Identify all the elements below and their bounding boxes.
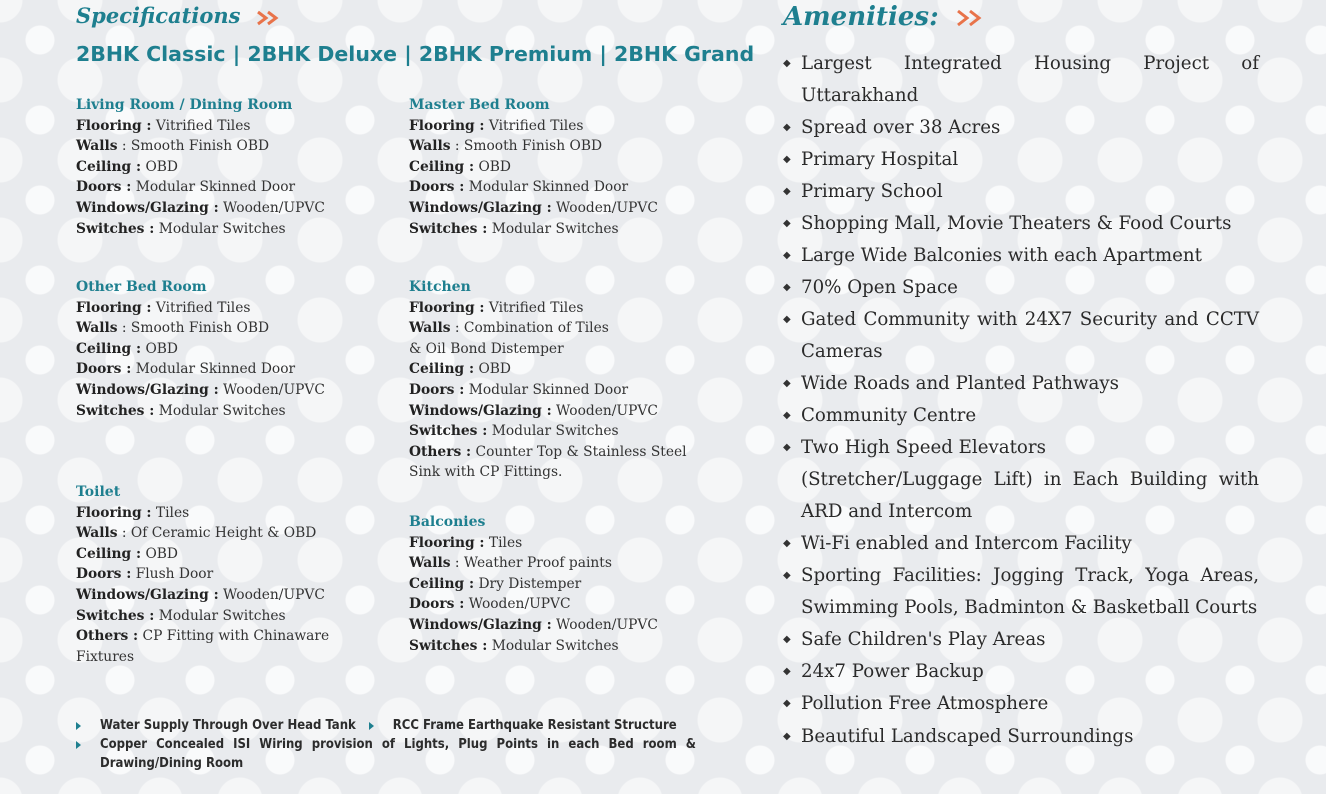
room-title: Toilet xyxy=(76,484,121,500)
room-title: Living Room / Dining Room xyxy=(76,97,293,113)
amenity-item: ◆ Pollution Free Atmosphere xyxy=(783,688,1259,720)
diamond-bullet-icon: ◆ xyxy=(783,250,791,261)
diamond-bullet-icon: ◆ xyxy=(783,666,791,677)
amenity-item: ◆ Primary Hospital xyxy=(783,144,1259,176)
amenity-item: ◆ Two High Speed Elevators xyxy=(783,432,1259,464)
apartment-variants: 2BHK Classic | 2BHK Deluxe | 2BHK Premium | 2BHK Grand xyxy=(76,42,755,66)
spec-line: Switches : Modular Switches xyxy=(76,607,286,624)
specifications-heading xyxy=(76,3,282,28)
spec-line: Walls : Smooth Finish OBD xyxy=(409,138,603,155)
diamond-bullet-icon: ◆ xyxy=(783,154,791,165)
amenities-list xyxy=(783,48,1259,753)
amenity-item: ◆ Gated Community with 24X7 Security and CCTV Cameras xyxy=(783,304,1259,368)
diamond-bullet-icon: ◆ xyxy=(783,634,791,645)
amenity-item: ◆ Primary School xyxy=(783,176,1259,208)
amenity-item: ◆ Wide Roads and Planted Pathways xyxy=(783,368,1259,400)
room-kitchen xyxy=(409,277,719,483)
spec-line: Doors : Modular Skinned Door xyxy=(76,361,296,378)
amenity-item: ◆ Safe Children's Play Areas xyxy=(783,624,1259,656)
note-text: Copper Concealed ISI Wiring provision of Lights, Plug Points in each Bed room & Drawing/Dining Room xyxy=(100,737,696,771)
spec-line: Switches : Modular Switches xyxy=(76,220,286,237)
specifications-heading-text: Specifications xyxy=(76,3,241,28)
amenities-heading xyxy=(783,2,986,32)
diamond-bullet-icon: ◆ xyxy=(783,442,791,453)
spec-line: Flooring : Vitrified Tiles xyxy=(76,299,251,316)
amenity-item: ◆ Spread over 38 Acres xyxy=(783,112,1259,144)
spec-line: Windows/Glazing : Wooden/UPVC xyxy=(409,199,658,216)
amenity-item: ◆ Community Centre xyxy=(783,400,1259,432)
spec-line: Walls : Combination of Tiles xyxy=(409,320,609,337)
spec-line: Switches : Modular Switches xyxy=(409,423,619,440)
spec-line: Flooring : Vitrified Tiles xyxy=(76,117,251,134)
spec-line: Flooring : Vitrified Tiles xyxy=(409,299,584,316)
spec-line-continued: Fixtures xyxy=(76,648,135,665)
spec-line: Windows/Glazing : Wooden/UPVC xyxy=(76,381,325,398)
diamond-bullet-icon: ◆ xyxy=(783,538,791,549)
spec-line: Doors : Modular Skinned Door xyxy=(409,381,629,398)
amenity-item: ◆ Beautiful Landscaped Surroundings xyxy=(783,721,1259,753)
diamond-bullet-icon: ◆ xyxy=(783,570,791,581)
room-title: Master Bed Room xyxy=(409,97,550,113)
diamond-bullet-icon: ◆ xyxy=(783,282,791,293)
spec-line: Ceiling : OBD xyxy=(76,545,178,562)
note-row xyxy=(76,716,696,735)
spec-line: Walls : Smooth Finish OBD xyxy=(76,320,270,337)
spec-line: Doors : Modular Skinned Door xyxy=(76,179,296,196)
note-item xyxy=(76,735,696,773)
amenity-item: ◆ Wi-Fi enabled and Intercom Facility xyxy=(783,528,1259,560)
amenities-heading-text: Amenities: xyxy=(783,2,939,32)
amenity-item: ◆ 70% Open Space xyxy=(783,272,1259,304)
spec-line: Switches : Modular Switches xyxy=(76,402,286,419)
double-chevron-right-icon xyxy=(956,9,986,27)
general-specifications xyxy=(76,716,696,773)
room-master-bed xyxy=(409,95,719,239)
room-toilet xyxy=(76,482,386,667)
amenity-item-continued: (Stretcher/Luggage Lift) in Each Building with ARD and Intercom xyxy=(801,469,1259,522)
diamond-bullet-icon: ◆ xyxy=(783,378,791,389)
diamond-bullet-icon: ◆ xyxy=(783,410,791,421)
room-balconies xyxy=(409,512,719,656)
spec-line: Others : Counter Top & Stainless Steel xyxy=(409,443,687,460)
diamond-bullet-icon: ◆ xyxy=(783,698,791,709)
diamond-bullet-icon: ◆ xyxy=(783,186,791,197)
spec-line: Ceiling : OBD xyxy=(409,361,511,378)
amenity-item: ◆ Shopping Mall, Movie Theaters & Food Courts xyxy=(783,208,1259,240)
triangle-right-icon xyxy=(76,722,81,730)
spec-line: Walls : Of Ceramic Height & OBD xyxy=(76,525,317,542)
diamond-bullet-icon: ◆ xyxy=(783,314,791,325)
spec-line-continued: Sink with CP Fittings. xyxy=(409,464,563,481)
note-text: RCC Frame Earthquake Resistant Structure xyxy=(392,718,677,733)
spec-line: Windows/Glazing : Wooden/UPVC xyxy=(409,402,658,419)
room-title: Kitchen xyxy=(409,279,471,295)
diamond-bullet-icon: ◆ xyxy=(783,58,791,69)
spec-line: Ceiling : OBD xyxy=(76,340,178,357)
room-other-bed xyxy=(76,277,386,421)
double-chevron-right-icon xyxy=(256,10,282,26)
room-title: Balconies xyxy=(409,514,486,530)
spec-line-continued: & Oil Bond Distemper xyxy=(409,340,564,357)
spec-line: Ceiling : OBD xyxy=(409,158,511,175)
spec-line: Doors : Wooden/UPVC xyxy=(409,596,571,613)
note-text: Water Supply Through Over Head Tank xyxy=(100,718,356,733)
spec-line: Flooring : Vitrified Tiles xyxy=(409,117,584,134)
spec-line: Switches : Modular Switches xyxy=(409,220,619,237)
spec-line: Windows/Glazing : Wooden/UPVC xyxy=(76,586,325,603)
spec-line: Windows/Glazing : Wooden/UPVC xyxy=(76,199,325,216)
room-title: Other Bed Room xyxy=(76,279,207,295)
spec-line: Switches : Modular Switches xyxy=(409,637,619,654)
spec-line: Windows/Glazing : Wooden/UPVC xyxy=(409,616,658,633)
amenity-item: ◆ Sporting Facilities: Jogging Track, Yoga Areas, Swimming Pools, Badminton & Basketball Courts xyxy=(783,560,1259,624)
room-living-dining xyxy=(76,95,386,239)
note-item xyxy=(76,716,356,735)
amenity-item: ◆ 24x7 Power Backup xyxy=(783,656,1259,688)
triangle-right-icon xyxy=(369,722,374,730)
triangle-right-icon xyxy=(76,741,81,749)
diamond-bullet-icon: ◆ xyxy=(783,731,791,742)
spec-line: Flooring : Tiles xyxy=(76,504,190,521)
spec-line: Doors : Flush Door xyxy=(76,566,214,583)
spec-line: Doors : Modular Skinned Door xyxy=(409,179,629,196)
amenity-item: ◆ Large Wide Balconies with each Apartment xyxy=(783,240,1259,272)
spec-line: Walls : Smooth Finish OBD xyxy=(76,138,270,155)
spec-line: Others : CP Fitting with Chinaware xyxy=(76,628,330,645)
spec-line: Flooring : Tiles xyxy=(409,534,523,551)
diamond-bullet-icon: ◆ xyxy=(783,122,791,133)
spec-line: Ceiling : Dry Distemper xyxy=(409,575,582,592)
note-item xyxy=(369,716,677,735)
diamond-bullet-icon: ◆ xyxy=(783,218,791,229)
amenity-item: ◆ Largest Integrated Housing Project of Uttarakhand xyxy=(783,48,1259,112)
spec-line: Walls : Weather Proof paints xyxy=(409,555,612,572)
spec-line: Ceiling : OBD xyxy=(76,158,178,175)
